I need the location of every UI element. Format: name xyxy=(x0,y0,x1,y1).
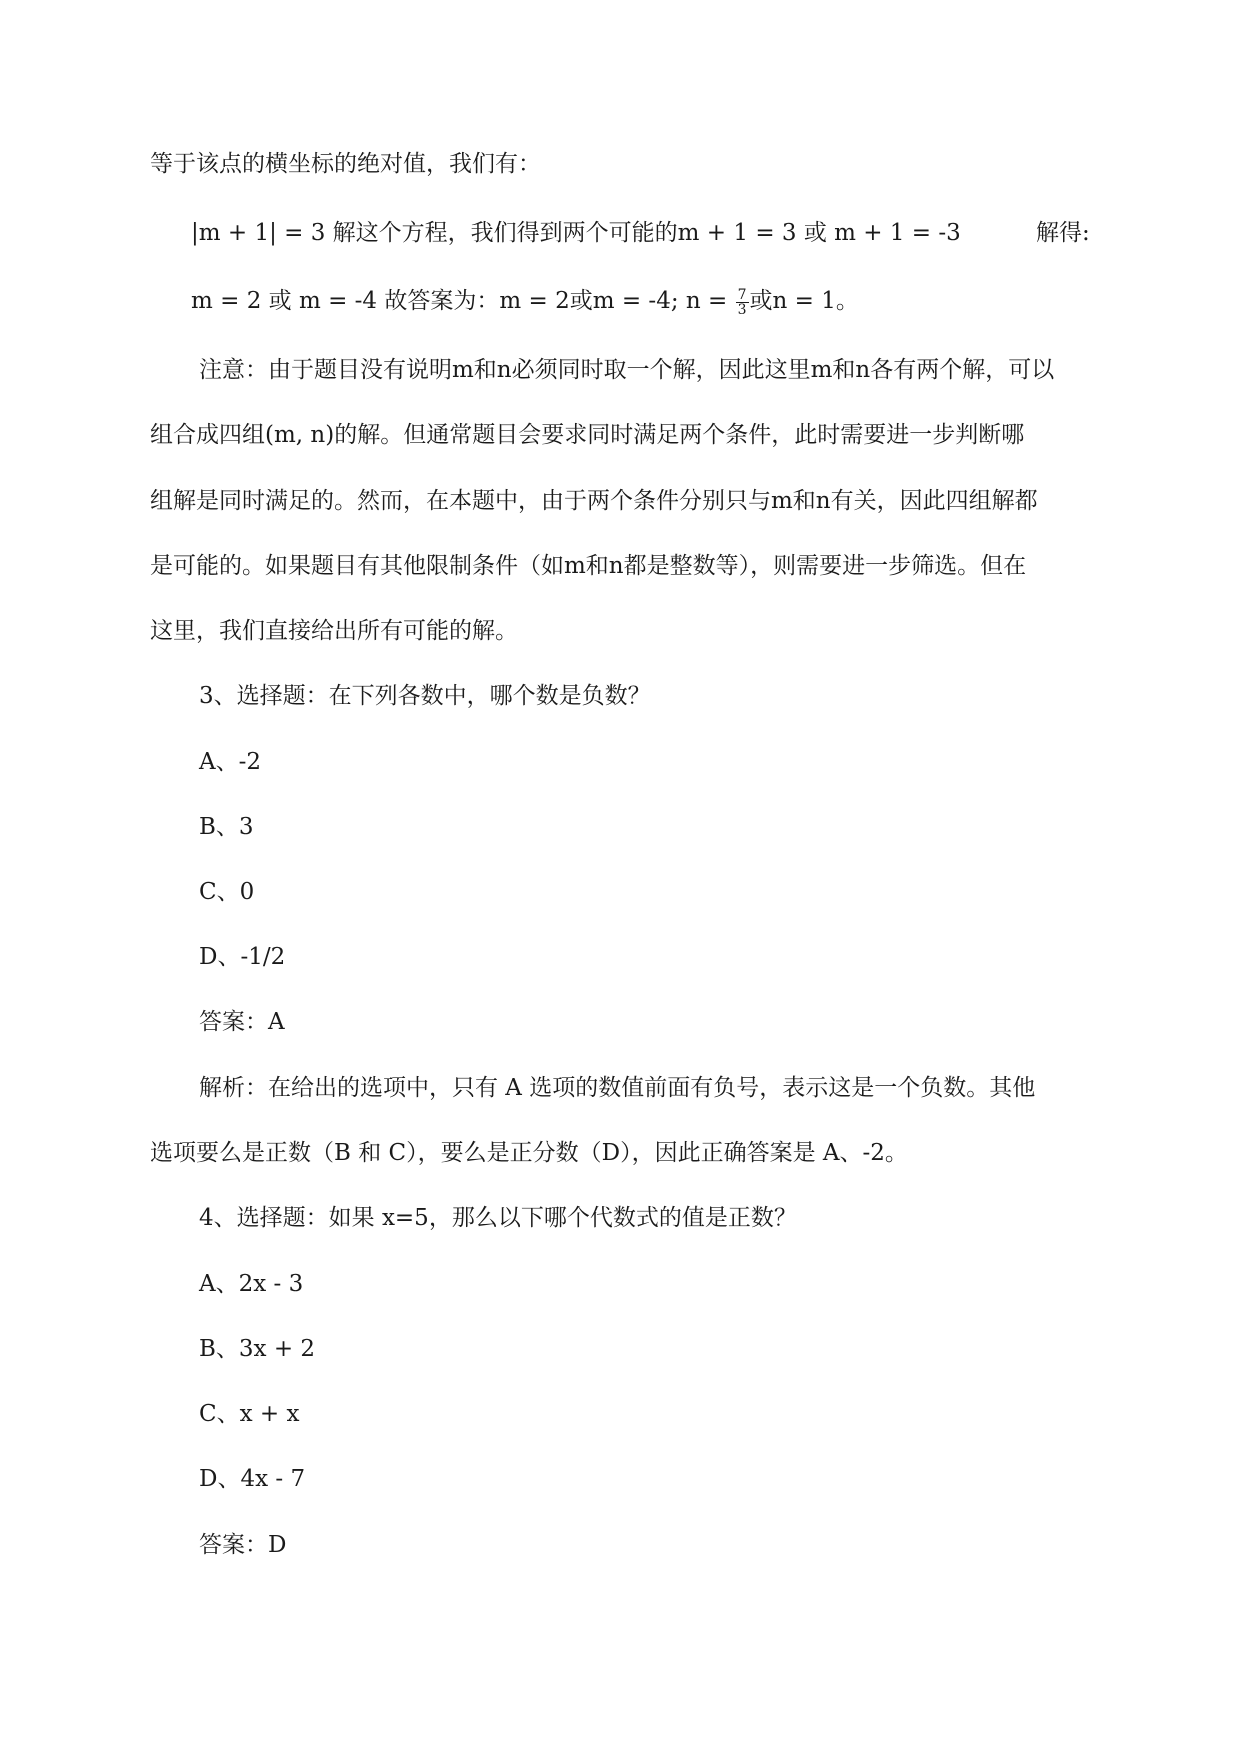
paragraph-line: 注意：由于题目没有说明m和n必须同时取一个解，因此这里m和n各有两个解，可以 xyxy=(199,357,1055,383)
option-d: D、4x - 7 xyxy=(199,1466,306,1492)
paragraph-line: 组合成四组(m, n)的解。但通常题目会要求同时满足两个条件，此时需要进一步判断哪 xyxy=(150,422,1025,448)
option-d: D、-1/2 xyxy=(199,944,286,970)
fraction xyxy=(736,288,749,317)
option-b: B、3x + 2 xyxy=(199,1336,316,1362)
text-solve-label: 解得: xyxy=(1036,220,1090,246)
option-b: B、3 xyxy=(199,814,254,840)
question-3: 3、选择题：在下列各数中，哪个数是负数？ xyxy=(199,683,651,709)
answer-line xyxy=(191,286,859,317)
paragraph-line: 组解是同时满足的。然而，在本题中，由于两个条件分别只与m和n有关，因此四组解都 xyxy=(150,488,1038,514)
fraction-numerator: 7 xyxy=(737,286,747,303)
answer-4: 答案：D xyxy=(199,1532,287,1558)
answer-text-a: m = 2 或 m = -4 故答案为：m = 2或m = -4; n = xyxy=(191,288,735,314)
text-line: 等于该点的横坐标的绝对值，我们有： xyxy=(150,151,541,177)
question-4: 4、选择题：如果 x=5，那么以下哪个代数式的值是正数？ xyxy=(199,1205,797,1231)
answer-text-b: 或n = 1。 xyxy=(749,288,859,314)
answer-3: 答案：A xyxy=(199,1009,285,1035)
paragraph-line: 是可能的。如果题目有其他限制条件（如m和n都是整数等），则需要进一步筛选。但在 xyxy=(150,553,1027,579)
analysis-line: 解析：在给出的选项中，只有 A 选项的数值前面有负号，表示这是一个负数。其他 xyxy=(199,1075,1036,1101)
fraction-denominator: 3 xyxy=(737,301,747,318)
option-a: A、2x - 3 xyxy=(199,1271,304,1297)
equation-line: |m + 1| = 3 解这个方程，我们得到两个可能的m + 1 = 3 或 m + 1 = -3 xyxy=(191,220,961,246)
analysis-line: 选项要么是正数（B 和 C），要么是正分数（D），因此正确答案是 A、-2。 xyxy=(150,1140,908,1166)
option-c: C、x + x xyxy=(199,1401,300,1427)
paragraph-line: 这里，我们直接给出所有可能的解。 xyxy=(150,618,518,644)
option-a: A、-2 xyxy=(199,749,262,775)
option-c: C、0 xyxy=(199,879,255,905)
